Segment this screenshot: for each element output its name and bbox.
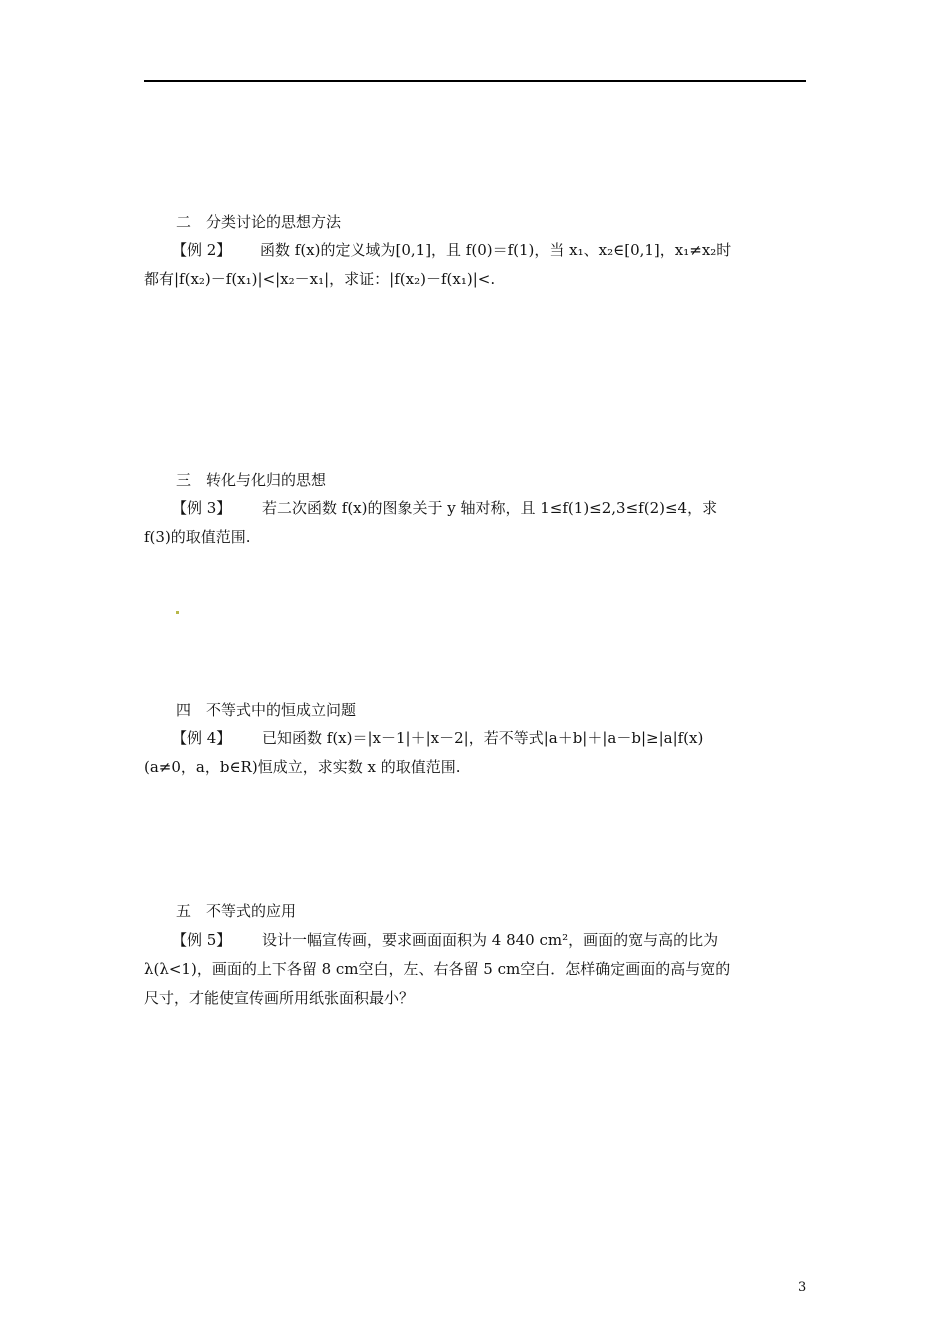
stray-dot — [176, 611, 179, 614]
example-2-line-2: 都有|f(x₂)－f(x₁)|<|x₂－x₁|，求证：|f(x₂)－f(x₁)|<. — [144, 270, 496, 288]
example-5-line-2: λ(λ<1)，画面的上下各留 8 cm空白，左、右各留 5 cm空白．怎样确定画面的高与宽的 — [144, 960, 731, 978]
section-heading-2: 二 分类讨论的思想方法 — [176, 213, 342, 231]
example-4-line-2: (a≠0，a，b∈R)恒成立，求实数 x 的取值范围. — [144, 758, 461, 776]
example-5-line-1: 设计一幅宣传画，要求画面面积为 4 840 cm²，画面的宽与高的比为 — [262, 931, 719, 949]
section-heading-3: 三 转化与化归的思想 — [176, 471, 327, 489]
example-label-2: 【例 2】 — [172, 241, 232, 259]
example-2-line-1: 函数 f(x)的定义域为[0,1]，且 f(0)＝f(1)，当 x₁、x₂∈[0,1]，x₁≠x₂时 — [260, 241, 732, 259]
example-3-line-1: 若二次函数 f(x)的图象关于 y 轴对称，且 1≤f(1)≤2,3≤f(2)≤4，求 — [262, 499, 718, 517]
example-5-line-3: 尺寸，才能使宣传画所用纸张面积最小？ — [144, 989, 415, 1007]
example-3-line-2: f(3)的取值范围. — [144, 528, 251, 546]
header-rule — [144, 80, 806, 82]
section-heading-4: 四 不等式中的恒成立问题 — [176, 701, 357, 719]
section-heading-5: 五 不等式的应用 — [176, 902, 297, 920]
example-label-4: 【例 4】 — [172, 729, 232, 747]
example-label-3: 【例 3】 — [172, 499, 232, 517]
example-4-line-1: 已知函数 f(x)＝|x－1|＋|x－2|，若不等式|a＋b|＋|a－b|≥|a|f(x) — [262, 729, 704, 747]
example-label-5: 【例 5】 — [172, 931, 232, 949]
page-number: 3 — [798, 1280, 807, 1295]
